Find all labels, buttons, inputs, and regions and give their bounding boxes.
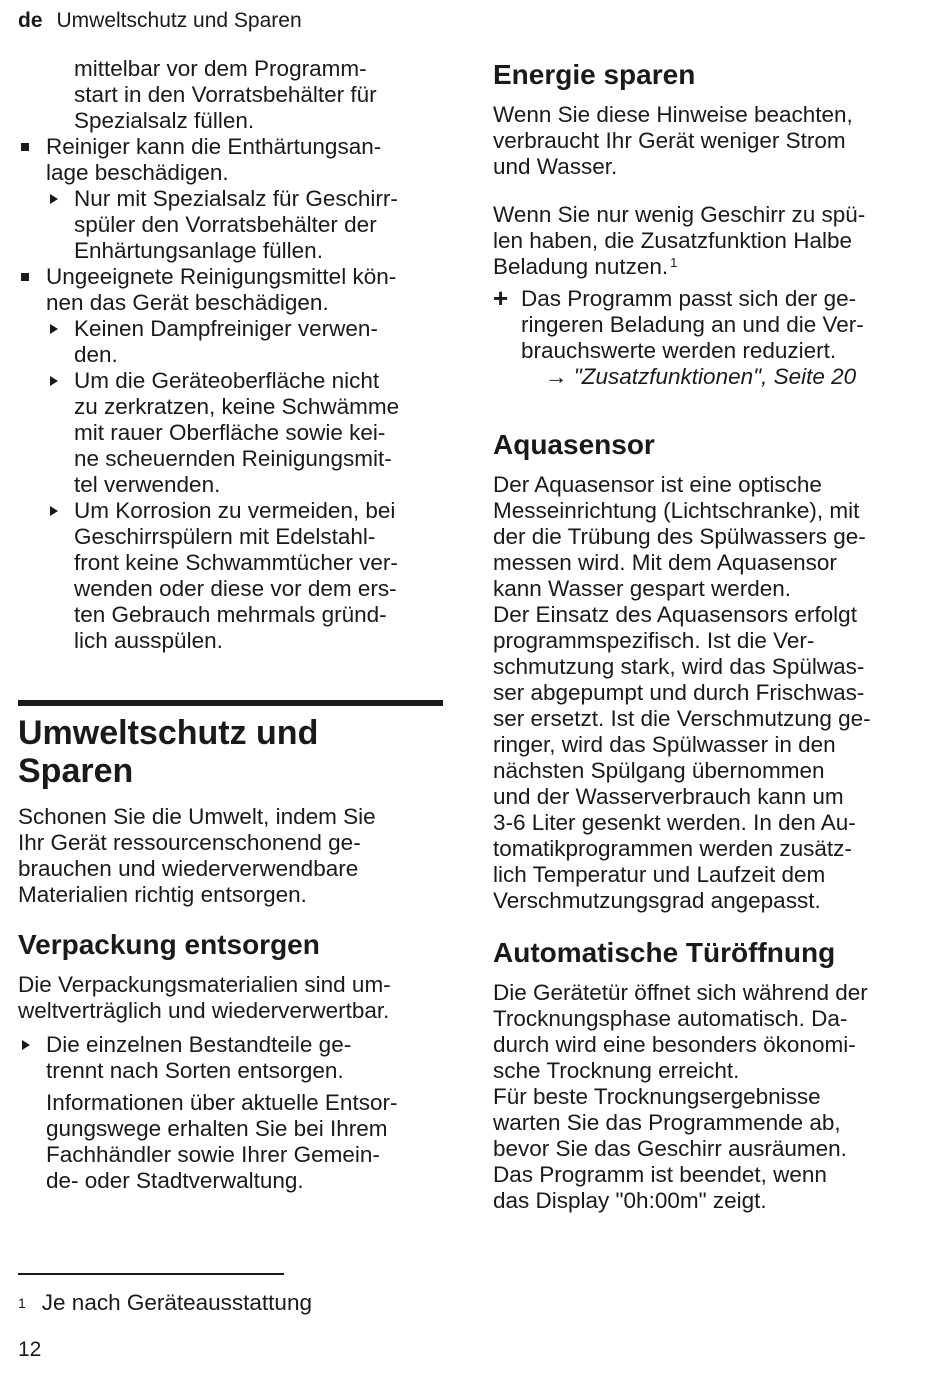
packaging-info	[18, 1090, 443, 1194]
text-line: bevor Sie das Geschirr ausräumen.	[493, 1136, 847, 1161]
heading-packaging: Verpackung entsorgen	[18, 929, 320, 960]
text-line: Nur mit Spezialsalz für Geschirr-	[74, 186, 398, 211]
page-header	[18, 8, 302, 34]
text-line: und der Wasserverbrauch kann um	[493, 784, 844, 809]
text-line: start in den Vorratsbehälter für	[74, 82, 377, 107]
text-line: nen das Gerät beschädigen.	[46, 290, 329, 315]
text-line: Informationen über aktuelle Entsor-	[46, 1090, 398, 1115]
text-line: Das Programm passt sich der ge-	[521, 286, 857, 311]
text-line: Keinen Dampfreiniger verwen-	[74, 316, 378, 341]
text-line: Der Aquasensor ist eine optische	[493, 472, 822, 497]
text-line: Für beste Trocknungsergebnisse	[493, 1084, 821, 1109]
text-line: front keine Schwammtücher ver-	[74, 550, 398, 575]
language-code: de	[18, 9, 43, 32]
page-number: 12	[18, 1338, 42, 1361]
warning-bullet-detergents	[18, 264, 443, 316]
text-line: zu zerkratzen, keine Schwämme	[74, 394, 400, 419]
text-line: de- oder Stadtverwaltung.	[46, 1168, 304, 1193]
action-special-salt	[18, 186, 443, 264]
result-item	[493, 283, 923, 390]
text-line: Schonen Sie die Umwelt, indem Sie	[18, 804, 376, 829]
text-line: Umweltschutz und	[18, 714, 319, 752]
text-line: warten Sie das Programmende ab,	[493, 1110, 841, 1135]
text-line: Wenn Sie nur wenig Geschirr zu spü-	[493, 202, 866, 227]
text-line: Trocknungsphase automatisch. Da-	[493, 1006, 848, 1031]
action-no-sponges	[18, 368, 443, 498]
footnote-marker: 1	[670, 255, 678, 270]
text-line: Um die Geräteoberfläche nicht	[74, 368, 380, 393]
text-line: brauchswerte werden reduziert.	[521, 338, 837, 363]
text-line: der die Trübung des Spülwassers ge-	[493, 524, 866, 549]
arrow-right-icon: →	[545, 364, 568, 389]
text-line: Reiniger kann die Enthärtungsan-	[46, 134, 382, 159]
section-title	[18, 714, 443, 790]
footnote-number: 1	[18, 1295, 26, 1311]
text-line: Die Gerätetür öffnet sich während der	[493, 980, 868, 1005]
header-title: Umweltschutz und Sparen	[56, 9, 302, 32]
text-line: wenden oder diese vor dem ers-	[74, 576, 397, 601]
left-column	[18, 56, 443, 1194]
text-line: den.	[74, 342, 118, 367]
auto-door-text	[493, 980, 923, 1214]
text-line: Um Korrosion zu vermeiden, bei	[74, 498, 396, 523]
text-line: ser ersetzt. Ist die Verschmutzung ge-	[493, 706, 871, 731]
action-separate-disposal	[18, 1032, 443, 1084]
action-no-steam-cleaner	[18, 316, 443, 368]
heading-energy: Energie sparen	[493, 59, 696, 90]
text-line: tomatikprogrammen werden zusätz-	[493, 836, 852, 861]
warning-bullet-cleaner	[18, 134, 443, 186]
text-line: sche Trocknung erreicht.	[493, 1058, 740, 1083]
text-line: messen wird. Mit dem Aquasensor	[493, 550, 837, 575]
energy-text-1	[493, 102, 923, 180]
text-line: ringeren Beladung an und die Ver-	[521, 312, 864, 337]
text-line: Sparen	[18, 752, 134, 790]
aquasensor-text	[493, 472, 923, 914]
section-rule	[18, 700, 443, 708]
text-line: lage beschädigen.	[46, 160, 229, 185]
cross-reference	[521, 364, 923, 390]
text-line: 3-6 Liter gesenkt werden. In den Au-	[493, 810, 856, 835]
text-line: trennt nach Sorten entsorgen.	[46, 1058, 344, 1083]
text-line: Der Einsatz des Aquasensors erfolgt	[493, 602, 857, 627]
text-line: mit rauer Oberfläche sowie kei-	[74, 420, 386, 445]
text-line: durch wird eine besonders ökonomi-	[493, 1032, 856, 1057]
section-intro	[18, 804, 443, 908]
energy-text-2-lines	[493, 202, 923, 254]
text-line: tel verwenden.	[74, 472, 221, 497]
energy-text-2	[493, 202, 923, 280]
text-line: Wenn Sie diese Hinweise beachten,	[493, 102, 853, 127]
text-line: len haben, die Zusatzfunktion Halbe	[493, 228, 852, 253]
text-line: Spezialsalz füllen.	[74, 108, 255, 133]
heading-auto-door: Automatische Türöffnung	[493, 937, 836, 968]
result-text	[521, 286, 923, 364]
text-line: kann Wasser gespart werden.	[493, 576, 792, 601]
text-line: ne scheuernden Reinigungsmit-	[74, 446, 392, 471]
text-line: spüler den Vorratsbehälter der	[74, 212, 377, 237]
text-line: und Wasser.	[493, 154, 618, 179]
footnote-rule	[18, 1273, 284, 1275]
text-line: Materialien richtig entsorgen.	[18, 882, 307, 907]
energy-text-2-last: Beladung nutzen.	[493, 254, 669, 279]
text-line: Die Verpackungsmaterialien sind um-	[18, 972, 391, 997]
text-line: Verschmutzungsgrad angepasst.	[493, 888, 821, 913]
text-line: programmspezifisch. Ist die Ver-	[493, 628, 815, 653]
text-line: Enhärtungsanlage füllen.	[74, 238, 323, 263]
text-line: brauchen und wiederverwendbare	[18, 856, 359, 881]
text-line: das Display "0h:00m" zeigt.	[493, 1188, 767, 1213]
text-line: Ungeeignete Reinigungsmittel kön-	[46, 264, 397, 289]
text-line: lich Temperatur und Laufzeit dem	[493, 862, 826, 887]
text-line: mittelbar vor dem Programm-	[74, 56, 367, 81]
text-line: weltverträglich und wiederverwertbar.	[18, 998, 390, 1023]
reference-link: "Zusatzfunktionen", Seite 20	[573, 364, 857, 389]
text-line: verbraucht Ihr Gerät weniger Strom	[493, 128, 846, 153]
footnote-text: Je nach Geräteausstattung	[41, 1290, 312, 1315]
text-line: Fachhändler sowie Ihrer Gemein-	[46, 1142, 380, 1167]
text-line: ten Gebrauch mehrmals gründ-	[74, 602, 387, 627]
right-column	[493, 58, 923, 1214]
text-line: Geschirrspülern mit Edelstahl-	[74, 524, 376, 549]
text-line: schmutzung stark, wird das Spülwas-	[493, 654, 865, 679]
text-line: nächsten Spülgang übernommen	[493, 758, 825, 783]
action-corrosion	[18, 498, 443, 654]
footnote	[18, 1290, 312, 1316]
heading-aquasensor: Aquasensor	[493, 429, 655, 460]
packaging-text	[18, 972, 443, 1024]
plus-icon: +	[493, 283, 509, 313]
text-line: Ihr Gerät ressourcenschonend ge-	[18, 830, 361, 855]
text-line: lich ausspülen.	[74, 628, 223, 653]
text-line: Die einzelnen Bestandteile ge-	[46, 1032, 352, 1057]
text-line: Das Programm ist beendet, wenn	[493, 1162, 827, 1187]
text-line: Messeinrichtung (Lichtschranke), mit	[493, 498, 860, 523]
text-line: gungswege erhalten Sie bei Ihrem	[46, 1116, 388, 1141]
continued-text	[18, 56, 443, 134]
text-line: ringer, wird das Spülwasser in den	[493, 732, 836, 757]
text-line: ser abgepumpt und durch Frischwas-	[493, 680, 865, 705]
